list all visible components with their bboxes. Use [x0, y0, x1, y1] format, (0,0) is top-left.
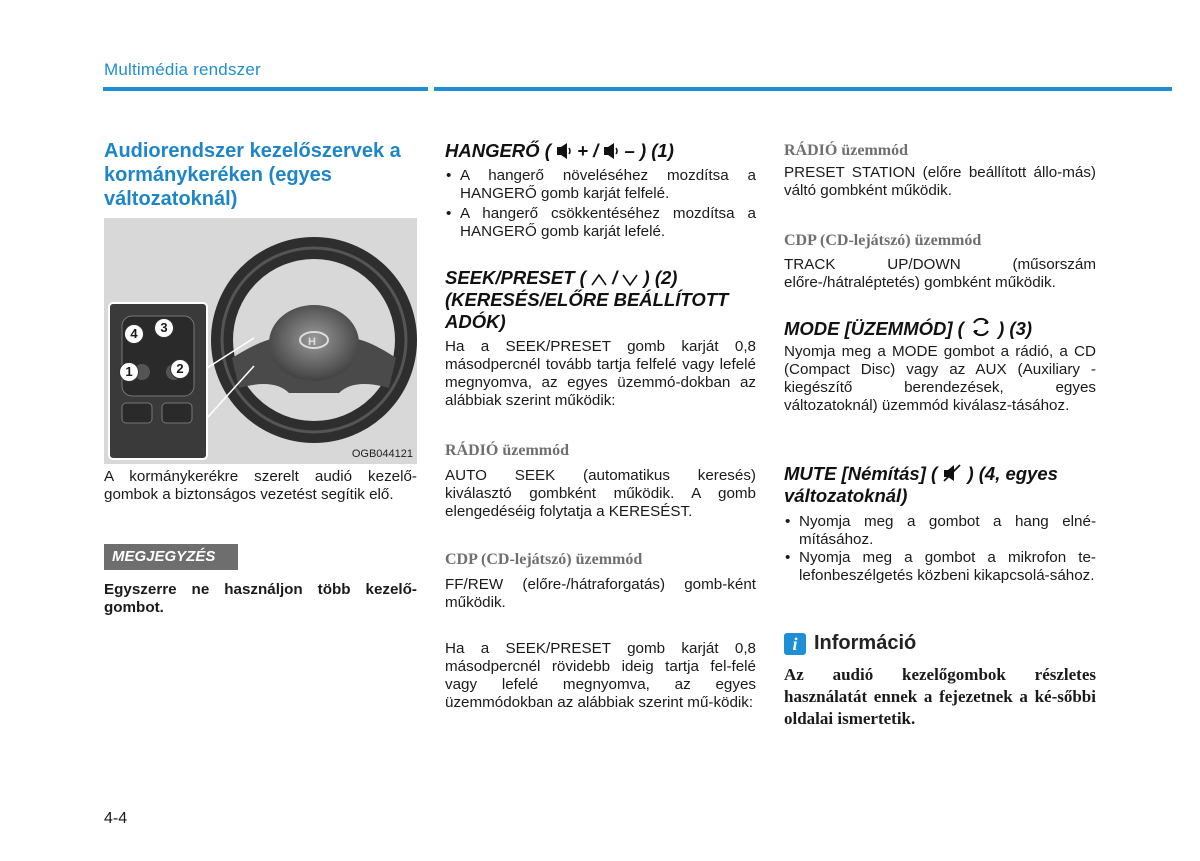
mute-heading-post: ) (4, egyes [967, 463, 1058, 484]
header-rule-left [103, 87, 428, 91]
info-icon: i [784, 633, 806, 655]
note-text: Egyszerre ne használjon több kezelő-gombot. [104, 581, 417, 616]
info-title: Információ [814, 632, 917, 654]
seek-heading-line2: (KERESÉS/ELŐRE BEÁLLÍTOTT ADÓK) [445, 289, 729, 332]
mute-speaker-icon [942, 463, 962, 483]
steering-wheel-figure [104, 218, 417, 464]
mute-bullets [784, 513, 1096, 585]
volume-heading-pre: HANGERŐ ( [445, 140, 551, 161]
seek-heading-line1: SEEK/PRESET ( / ) (2) [445, 267, 678, 288]
intro-text: A kormánykerékre szerelt audió kezelő-gombok a biztonságos vezetést segítik elő. [104, 468, 417, 503]
volume-heading-mid2: – ) (1) [624, 140, 674, 161]
seek-heading-pre: SEEK/PRESET ( [445, 267, 586, 288]
list-item: • Nyomja meg a gombot a hang elné-mításához. [784, 513, 1096, 549]
section-heading: Audiorendszer kezelőszervek a kormánykeréken (egyes változatoknál) [104, 140, 401, 210]
header-rule-right [434, 87, 1172, 91]
list-item: • Nyomja meg a gombot a mikrofon te-lefonbeszélgetés közbeni kikapcsolá-sához. [784, 549, 1096, 585]
radio-mode-label: RÁDIÓ üzemmód [445, 442, 569, 459]
cdp-mode-label: CDP (CD-lejátszó) üzemmód [445, 551, 643, 568]
mode-text: Nyomja meg a MODE gombot a rádió, a CD (Compact Disc) vagy az AUX (Auxiliary - kiegészítő berendezések, egyes változatoknál) üzemmód kiválasz-tásához. [784, 343, 1096, 414]
mute-heading [784, 463, 1104, 507]
volume-bullets [445, 167, 756, 241]
radio-mode-label-2: RÁDIÓ üzemmód [784, 142, 908, 159]
mode-cycle-icon [969, 316, 993, 338]
info-text: Az audió kezelőgombok részletes használatát ennek a fejezetnek a ké-sőbbi oldalai ismertetik. [784, 665, 1096, 728]
list-item: • A hangerő csökkentéséhez mozdítsa a HANGERŐ gomb karját lefelé. [445, 205, 756, 241]
radio-mode-text-2: PRESET STATION (előre beállított állo-más) váltó gombként működik. [784, 164, 1096, 199]
figure-code: OGB044121 [351, 448, 413, 460]
seek-heading-post: ) (2) [643, 267, 678, 288]
callout-1: 1 [119, 362, 139, 382]
chevron-down-icon [622, 273, 638, 287]
speaker-icon [556, 142, 572, 160]
cdp-mode-text: FF/REW (előre-/hátraforgatás) gomb-ként működik. [445, 576, 756, 611]
mode-heading-pre: MODE [ÜZEMMÓD] ( [784, 318, 964, 339]
seek-short-text: Ha a SEEK/PRESET gomb karját 0,8 másodpercnél rövidebb ideig tartja fel-felé vagy lefelé megnyomva, az egyes üzemmódokban az alábbiak szerint mű-ködik: [445, 640, 756, 711]
cdp-mode-label-2: CDP (CD-lejátszó) üzemmód [784, 232, 982, 249]
callout-2: 2 [170, 359, 190, 379]
svg-text:H: H [308, 336, 316, 348]
volume-heading-mid1: + / [577, 140, 599, 161]
callout-4: 4 [124, 324, 144, 344]
chevron-up-icon [591, 273, 607, 287]
volume-heading [445, 140, 765, 162]
seek-heading [445, 267, 765, 333]
mute-heading-pre: MUTE [Némítás] ( [784, 463, 938, 484]
speaker-icon [603, 142, 619, 160]
callout-3: 3 [154, 318, 174, 338]
steering-wheel-illustration [104, 218, 417, 464]
seek-intro: Ha a SEEK/PRESET gomb karját 0,8 másodpercnél tovább tartja felfelé vagy lefelé megnyomva, az egyes üzemmó-dokban az alábbiak szerint működik: [445, 338, 756, 409]
page-number: 4-4 [104, 810, 128, 827]
chapter-title: Multimédia rendszer [104, 60, 261, 79]
radio-mode-text: AUTO SEEK (automatikus keresés) kiválasztó gombként működik. A gomb elengedéséig folytatja a KERESÉST. [445, 467, 756, 520]
mute-heading-line1 [784, 463, 1104, 485]
mode-heading-post: ) (3) [998, 318, 1033, 339]
cdp-mode-text-2: TRACK UP/DOWN (műsorszám előre-/hátraléptetés) gombként működik. [784, 256, 1096, 291]
note-badge: MEGJEGYZÉS [104, 544, 238, 570]
list-item: • A hangerő növeléséhez mozdítsa a HANGERŐ gomb karját felfelé. [445, 167, 756, 203]
mode-heading [784, 316, 1104, 340]
mute-heading-line2: változatoknál) [784, 485, 908, 506]
